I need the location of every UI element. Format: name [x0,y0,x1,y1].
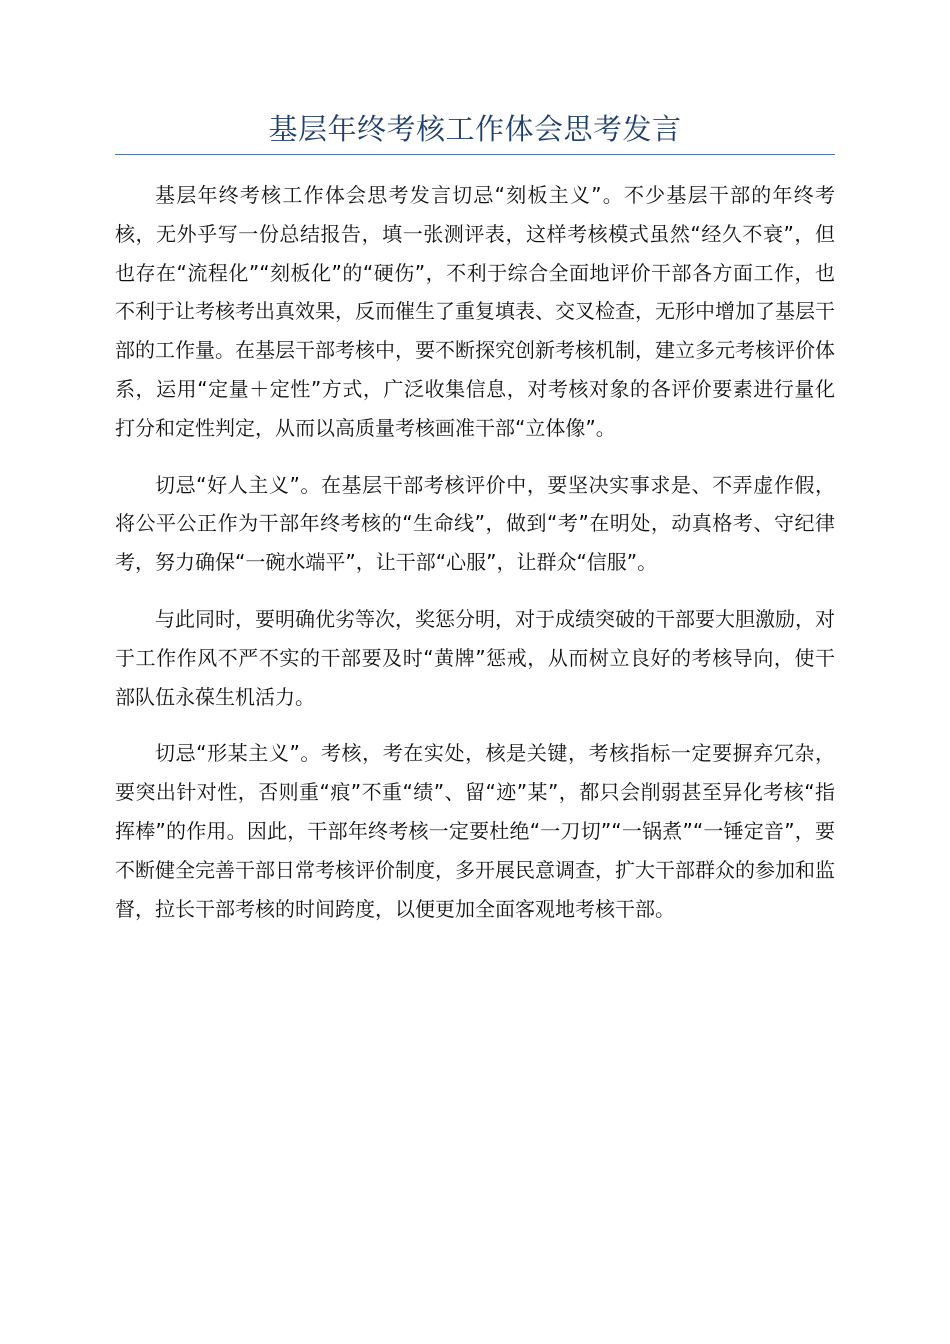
paragraph-3: 与此同时，要明确优劣等次，奖惩分明，对于成绩突破的干部要大胆激励，对于工作作风不严不实的干部要及时“黄牌”惩戒，从而树立良好的考核导向，使干部队伍永葆生机活力。 [115,606,835,709]
paragraph-2: 切忌“好人主义”。在基层干部考核评价中，要坚决实事求是、不弄虚作假，将公平公正作为干部年终考核的“生命线”，做到“考”在明处，动真格考、守纪律考，努力确保“一碗水端平”，让干部“心服”，让群众“信服”。 [115,472,835,575]
paragraph-4: 切忌“形某主义”。考核，考在实处，核是关键，考核指标一定要摒弃冗杂，要突出针对性，否则重“痕”不重“绩”、留“迹”某”，都只会削弱甚至异化考核“指挥棒”的作用。因此，干部年终考核一定要杜绝“一刀切”“一锅煮”“一锤定音”，要不断健全完善干部日常考核评价制度，多开展民意调查，扩大干部群众的参加和监督，拉长干部考核的时间跨度，以便更加全面客观地考核干部。 [115,741,835,921]
paragraph-1: 基层年终考核工作体会思考发言切忌“刻板主义”。不少基层干部的年终考核，无外乎写一份总结报告，填一张测评表，这样考核模式虽然“经久不衰”，但也存在“流程化”“刻板化”的“硬伤”，不利于综合全面地评价干部各方面工作，也不利于让考核考出真效果，反而催生了重复填表、交叉检查，无形中增加了基层干部的工作量。在基层干部考核中，要不断探究创新考核机制，建立多元考核评价体系，运用“定量＋定性”方式，广泛收集信息，对考核对象的各评价要素进行量化打分和定性判定，从而以高质量考核画准干部“立体像”。 [115,183,835,440]
document-body [115,176,835,946]
document-title: 基层年终考核工作体会思考发言 [268,112,682,146]
title-underline [115,154,835,155]
